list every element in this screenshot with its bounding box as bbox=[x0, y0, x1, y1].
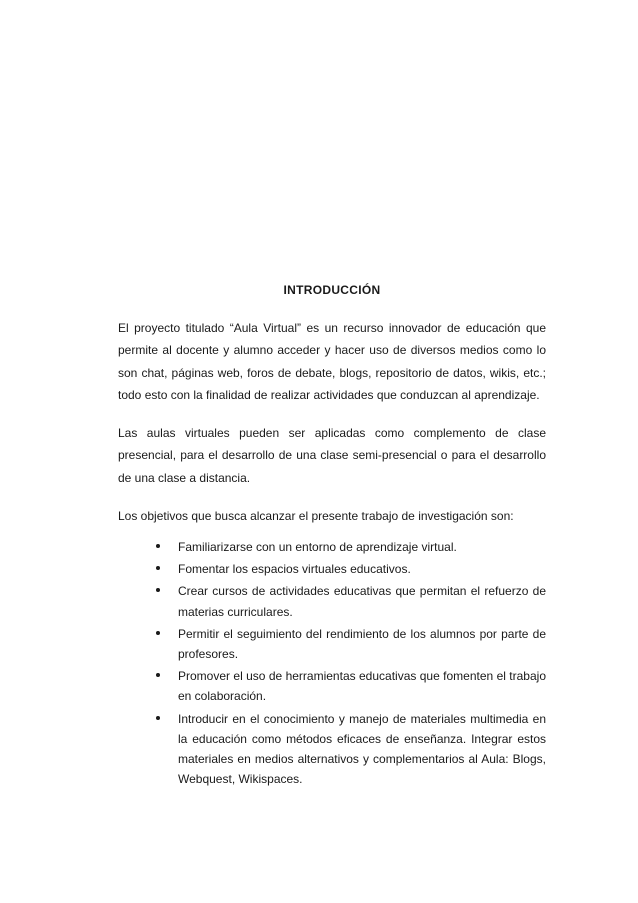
list-item-text: Fomentar los espacios virtuales educativos. bbox=[178, 562, 411, 577]
intro-paragraph: El proyecto titulado “Aula Virtual” es un recurso innovador de educación que permite al docente y alumno acceder y hacer uso de diversos medios como lo son chat, páginas web, foros de debate, blogs, repositorio de datos, wikis, etc.; todo esto con la finalidad de realizar actividades que conduzcan al aprendizaje. bbox=[118, 321, 546, 403]
list-item bbox=[118, 581, 546, 621]
list-item bbox=[118, 709, 546, 790]
list-item bbox=[118, 624, 546, 664]
bullet-icon bbox=[156, 631, 160, 635]
list-item-text: Promover el uso de herramientas educativas que fomenten el trabajo en colaboración. bbox=[178, 669, 546, 704]
page-title: INTRODUCCIÓN bbox=[283, 283, 381, 297]
bullet-icon bbox=[156, 716, 160, 720]
list-item-text: Crear cursos de actividades educativas que permitan el refuerzo de materias curriculares. bbox=[178, 584, 546, 619]
list-item bbox=[118, 559, 546, 579]
bullet-icon bbox=[156, 588, 160, 592]
virtual-classroom-paragraph: Las aulas virtuales pueden ser aplicadas como complemento de clase presencial, para el desarrollo de una clase semi-presencial o para el desarrollo de una clase a distancia. bbox=[118, 426, 546, 485]
list-item-text: Permitir el seguimiento del rendimiento de los alumnos por parte de profesores. bbox=[178, 626, 546, 662]
bullet-icon bbox=[156, 566, 160, 570]
list-item-text: Introducir en el conocimiento y manejo de materiales multimedia en la educación como métodos eficaces de enseñanza. Integrar estos materiales en medios alternativos y complementarios al Aula: Blogs, Webquest, Wikispaces. bbox=[178, 711, 546, 787]
list-item bbox=[118, 666, 546, 706]
objectives-intro-paragraph: Los objetivos que busca alcanzar el presente trabajo de investigación son: bbox=[118, 509, 514, 523]
bullet-icon bbox=[156, 544, 160, 548]
list-item bbox=[118, 537, 546, 557]
list-item-text: Familiarizarse con un entorno de aprendizaje virtual. bbox=[178, 540, 457, 554]
objectives-list bbox=[118, 537, 546, 791]
bullet-icon bbox=[156, 673, 160, 677]
